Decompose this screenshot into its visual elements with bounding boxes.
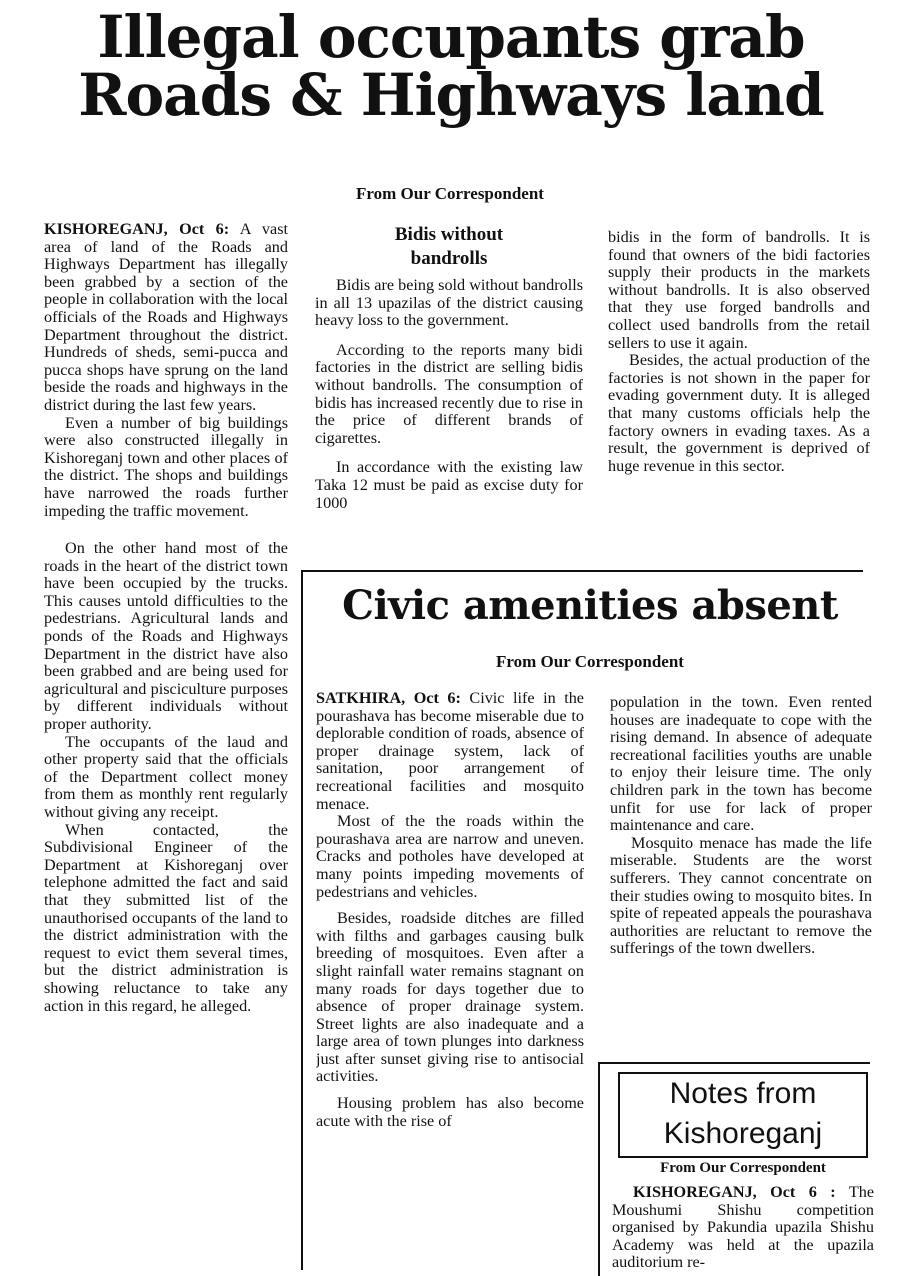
section-rule <box>598 1062 870 1064</box>
article1-paragraph: According to the reports many bidi factories in the district are selling bidis without bandrolls. The consumption of bidis has increased recently due to rise in the price of different brands of cigarettes. <box>315 340 583 447</box>
article1-column-2 <box>315 223 583 512</box>
article1-paragraph: Even a number of big buildings were also constructed illegally in Kishoreganj town and other places of the district. The shops and buildings have narrowed the roads further impeding the traffic movement. <box>44 413 288 520</box>
article2-paragraph: Besides, roadside ditches are filled with filths and garbages causing bulk breeding of mosquitoes. Even after a slight rainfall water remains stagnant on many roads for days together due to absence of proper drainage system. Street lights are also inadequate and a large area of town plunges into darkness just after sunset giving rise to antisocial activities. <box>316 909 584 1086</box>
article3-headline-box <box>618 1072 868 1158</box>
article1-paragraph: Bidis are being sold without bandrolls in all 13 upazilas of the district causing heavy loss to the government. <box>315 277 583 330</box>
article1-dateline: KISHOREGANJ, Oct 6: <box>44 221 230 238</box>
article2-dateline: SATKHIRA, Oct 6: <box>316 690 461 707</box>
article1-headline-line2: Roads & Highways land <box>78 61 824 129</box>
article2-column-2 <box>610 694 872 1059</box>
article1-paragraph: In accordance with the existing law Taka 12 must be paid as excise duty for 1000 <box>315 458 583 512</box>
article1-paragraph: When contacted, the Subdivisional Engineer of the Department at Kishoreganj over telephone admitted the fact and said that they submitted list of the unauthorised occupants of the land to the district administration with the request to evict them several times, but the district administration is showing reluctance to take any action in this regard, he alleged. <box>44 820 288 1015</box>
article3-byline: From Our Correspondent <box>660 1160 826 1176</box>
article3-paragraph: KISHOREGANJ, Oct 6 : The Moushumi Shishu competition organised by Pakundia upazila Shishu Academy was held at the upazila auditorium re- <box>612 1184 874 1272</box>
article3-headline-line2: Kishoreganj <box>663 1117 823 1150</box>
article1-headline <box>0 3 902 129</box>
article1-byline: From Our Correspondent <box>356 184 544 203</box>
article1-paragraph: bidis in the form of bandrolls. It is found that owners of the bidi factories supply their products in the markets without bandrolls. It is also observed that they use forged bandrolls and collect used bandrolls from the retail sellers to use it again. <box>608 229 870 352</box>
article2-paragraph: SATKHIRA, Oct 6: Civic life in the pourashava has become miserable due to deplorable condition of roads, absence of proper drainage system, lack of sanitation, poor arrangement of recreational facilities and mosquito menace. <box>316 690 584 813</box>
article1-column-1 <box>44 221 288 1261</box>
article3-headline-line1: Notes from <box>669 1077 817 1110</box>
article2-paragraph: Mosquito menace has made the life miserable. Students are the worst sufferers. They cannot concentrate on their studies owing to mosquito bites. In spite of repeated appeals the pourashava authorities are reluctant to remove the sufferings of the town dwellers. <box>610 833 872 958</box>
article2-paragraph: population in the town. Even rented houses are inadequate to cope with the rising demand. In absence of adequate recreational facilities youths are unable to enjoy their leisure time. The only children park in the town has become unfit for use for lack of proper maintenance and care. <box>610 694 872 835</box>
column-rule <box>598 1062 600 1276</box>
article1-paragraph: The occupants of the laud and other property said that the officials of the Department collect money from them as monthly rent regularly without giving any receipt. <box>44 732 288 821</box>
article2-headline: Civic amenities absent <box>342 582 838 629</box>
article3-column <box>612 1184 874 1276</box>
article1-column-3 <box>608 229 870 569</box>
article1-headline-line1: Illegal occupants grab <box>97 3 805 71</box>
article1-paragraph: On the other hand most of the roads in the heart of the district town have been occupied by the trucks. This causes untold difficulties to the pedestrians. Agricultural lands and ponds of the Roads and Highways Department in the district have also been grabbed and are being used for agricultural and pisciculture purposes by different individuals without proper authority. <box>44 539 288 734</box>
article2-paragraph: Most of the the roads within the pourashava area are narrow and uneven. Cracks and potholes have developed at many points impeding movements of pedestrians and vehicles. <box>316 812 584 901</box>
article2-column-1 <box>316 690 584 1262</box>
column-rule <box>301 570 303 1270</box>
article1-paragraph: KISHOREGANJ, Oct 6: A vast area of land of the Roads and Highways Department has illegally been grabbed by a section of the people in collaboration with the local officials of the Roads and Highways Department throughout the district. Hundreds of sheds, semi-pucca and pucca shops have sprung on the land beside the roads and highways in the district during the last few years. <box>44 221 288 414</box>
article1-subhead: Bidis without bandrolls <box>394 224 504 269</box>
section-rule <box>303 570 863 572</box>
article1-paragraph: Besides, the actual production of the factories is not shown in the paper for evading government duty. It is alleged that many customs officials help the factory owners in evading taxes. As a result, the government is deprived of huge revenue in this sector. <box>608 351 870 475</box>
article2-byline: From Our Correspondent <box>496 652 684 671</box>
article2-paragraph: Housing problem has also become acute with the rise of <box>316 1094 584 1130</box>
article3-dateline: KISHOREGANJ, Oct 6 : <box>633 1184 836 1201</box>
